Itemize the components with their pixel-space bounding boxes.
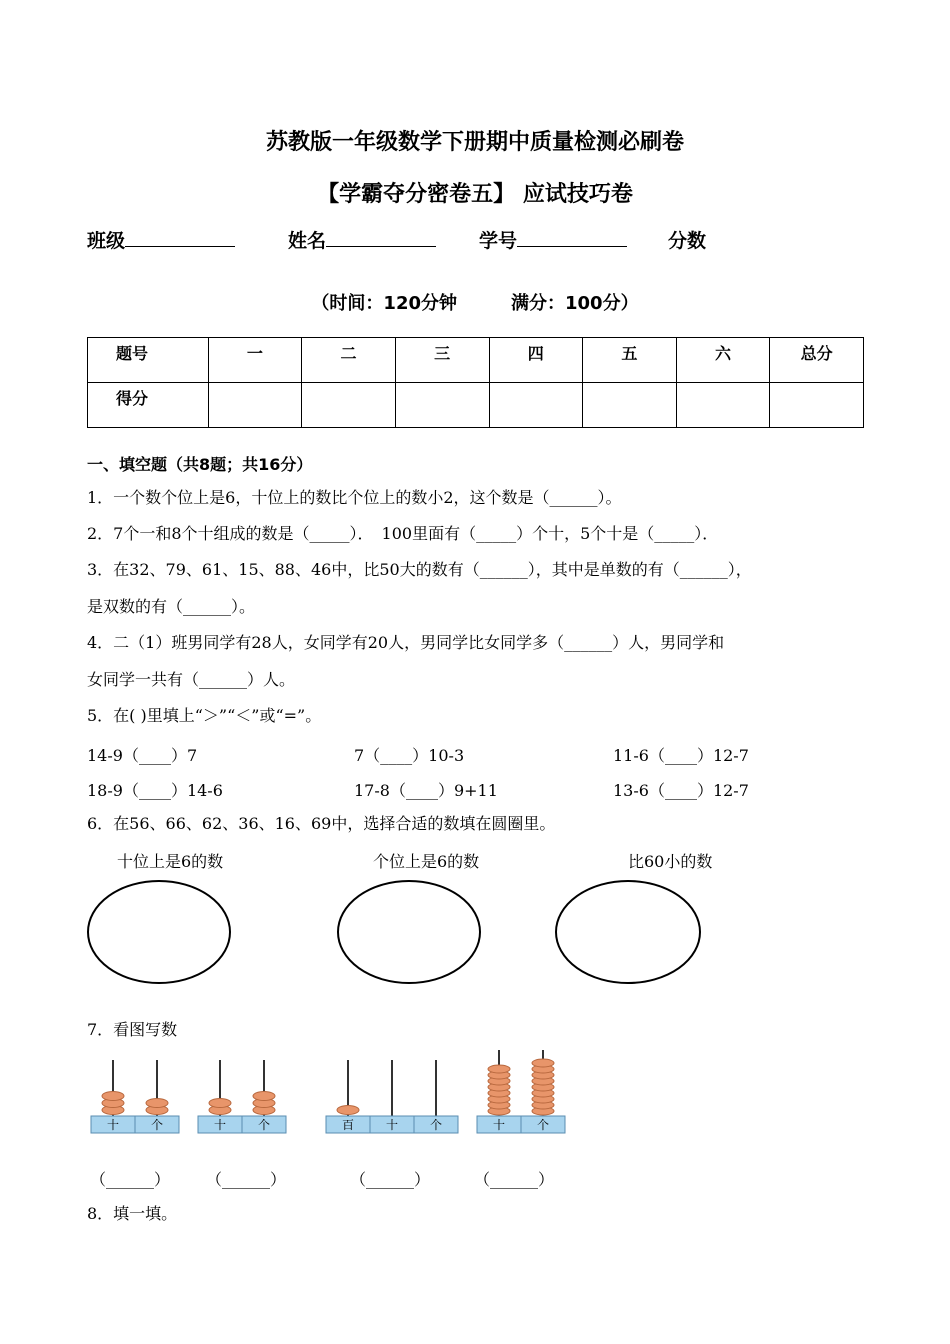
score-label: 分数	[668, 230, 707, 252]
compare-item: 14-9（____）7	[87, 746, 198, 765]
answer-circle[interactable]	[556, 881, 700, 983]
class-label: 班级	[87, 230, 126, 252]
place-label: 个	[257, 1118, 271, 1132]
section-heading: 一、填空题（共8题；共16分）	[87, 455, 313, 474]
id-field	[479, 226, 627, 253]
circle-label: 十位上是6的数	[117, 852, 224, 871]
score-cell[interactable]	[489, 383, 583, 428]
exam-subtitle: 【学霸夺分密卷五】 应试技巧卷	[317, 182, 633, 207]
id-label: 学号	[479, 230, 518, 252]
name-label: 姓名	[288, 230, 327, 252]
abacus-1	[90, 1058, 182, 1136]
compare-item: 7（____）10-3	[354, 746, 465, 765]
score-row-label: 得分	[88, 383, 209, 428]
place-label: 百	[341, 1118, 355, 1132]
answer-circles	[80, 880, 720, 990]
score-cell[interactable]	[302, 383, 396, 428]
compare-item: 18-9（____）14-6	[87, 781, 223, 800]
place-label: 个	[429, 1118, 443, 1132]
question-3-line-2: 是双数的有（______）。	[87, 597, 256, 616]
score-table-header: 三	[395, 338, 489, 383]
question-3-line-1: 3．在32、79、61、15、88、46中，比50大的数有（______），其中是单数的有（______），	[87, 560, 752, 579]
score-table-header: 一	[208, 338, 302, 383]
question-4-line-1: 4．二（1）班男同学有28人，女同学有20人，男同学比女同学多（______）人，男同学和	[87, 633, 725, 652]
score-table-header: 总分	[770, 338, 864, 383]
place-label: 十	[213, 1118, 227, 1132]
question-2: 2．7个一和8个十组成的数是（_____）． 100里面有（_____）个十，5个十是（_____）．	[87, 524, 719, 543]
place-label: 十	[106, 1118, 120, 1132]
score-cell[interactable]	[770, 383, 864, 428]
compare-item: 13-6（____）12-7	[613, 781, 749, 800]
score-table-score-row	[88, 383, 864, 428]
score-table	[87, 337, 864, 428]
question-4-line-2: 女同学一共有（______）人。	[87, 670, 296, 689]
time-limit-line: （时间：120分钟 满分：100分）	[311, 293, 639, 314]
answer-blank[interactable]: （______）	[206, 1170, 287, 1189]
question-7: 7．看图写数	[87, 1020, 178, 1039]
id-blank[interactable]	[517, 228, 627, 247]
score-table-header-row	[88, 338, 864, 383]
abacus-beads	[488, 1059, 554, 1115]
question-1: 1．一个数个位上是6，十位上的数比个位上的数小2，这个数是（______）。	[87, 488, 622, 507]
score-cell[interactable]	[395, 383, 489, 428]
abacus-3	[325, 1058, 461, 1136]
answer-circle[interactable]	[88, 881, 230, 983]
answer-circle[interactable]	[338, 881, 480, 983]
abacus-beads	[209, 1092, 275, 1115]
place-label: 十	[492, 1118, 506, 1132]
name-field	[288, 226, 436, 253]
score-table-header: 四	[489, 338, 583, 383]
exam-title: 苏教版一年级数学下册期中质量检测必刷卷	[265, 130, 684, 155]
circle-label: 比60小的数	[628, 852, 713, 871]
abacus-4	[476, 1048, 568, 1136]
circle-label: 个位上是6的数	[373, 852, 480, 871]
score-cell[interactable]	[208, 383, 302, 428]
abacus-2	[197, 1058, 289, 1136]
name-blank[interactable]	[326, 228, 436, 247]
score-table-header: 六	[676, 338, 770, 383]
question-8: 8．填一填。	[87, 1204, 178, 1223]
score-table-header: 五	[583, 338, 677, 383]
question-5: 5．在( )里填上“＞”“＜”或“=”。	[87, 706, 322, 725]
abacus-beads	[102, 1092, 168, 1115]
question-6: 6．在56、66、62、36、16、69中，选择合适的数填在圆圈里。	[87, 814, 556, 833]
compare-item: 17-8（____）9+11	[354, 781, 498, 800]
compare-item: 11-6（____）12-7	[613, 746, 749, 765]
score-cell[interactable]	[583, 383, 677, 428]
answer-blank[interactable]: （______）	[90, 1170, 171, 1189]
score-table-header: 题号	[88, 338, 209, 383]
answer-blank[interactable]: （______）	[350, 1170, 431, 1189]
place-label: 个	[150, 1118, 164, 1132]
class-field	[87, 226, 235, 253]
class-blank[interactable]	[125, 228, 235, 247]
score-cell[interactable]	[676, 383, 770, 428]
answer-blank[interactable]: （______）	[474, 1170, 555, 1189]
abacus-beads	[337, 1106, 359, 1115]
score-table-header: 二	[302, 338, 396, 383]
place-label: 个	[536, 1118, 550, 1132]
place-label: 十	[385, 1118, 399, 1132]
